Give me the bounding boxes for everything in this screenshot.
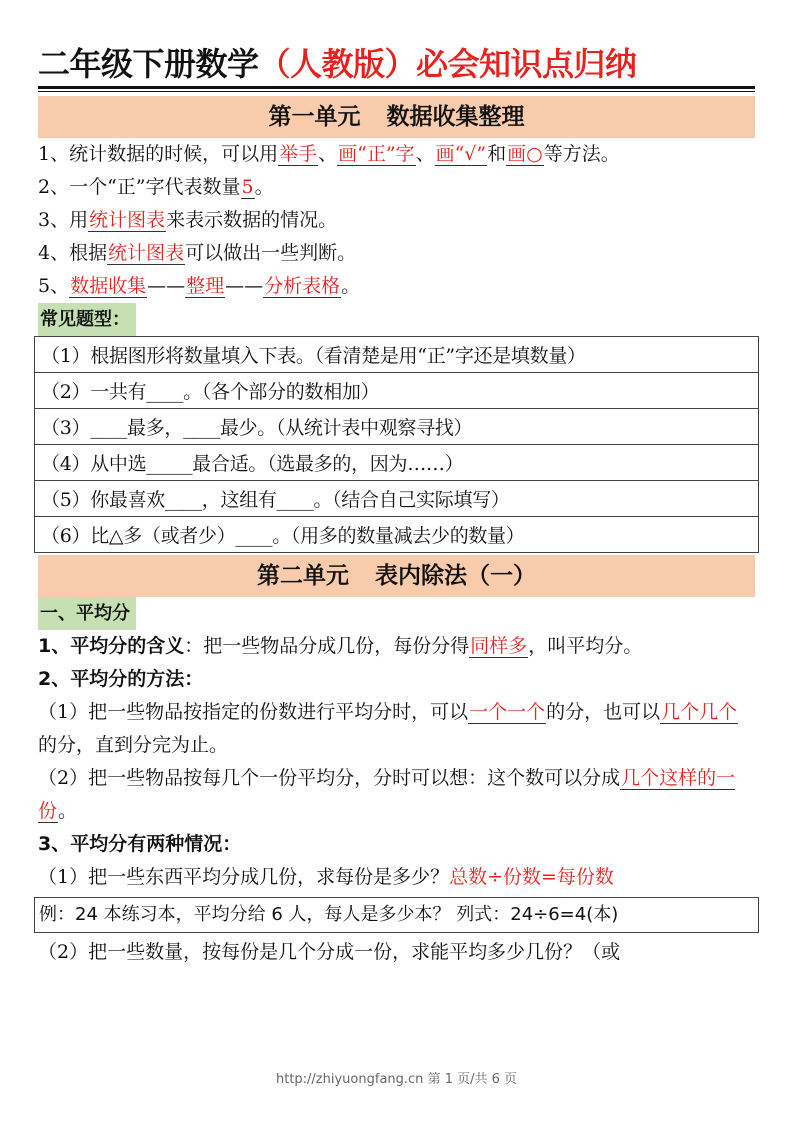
- document-page: [38, 44, 755, 969]
- answer-blank: 统计图表: [89, 209, 166, 231]
- unit1-heading: 第一单元 数据收集整理: [38, 96, 755, 138]
- title-main: 二年级下册数学: [38, 45, 259, 83]
- document-title: [38, 44, 755, 84]
- title-rule-thick: [38, 86, 755, 89]
- answer-blank: 画“正”字: [338, 143, 415, 165]
- answer-blank: 统计图表: [108, 242, 185, 264]
- answer-blank: 5: [241, 176, 254, 198]
- answer-blank: 数据收集: [70, 275, 147, 297]
- answer-blank: 几个这样的一份: [38, 767, 736, 822]
- answer-blank: 举手: [279, 143, 318, 165]
- unit1-point-4: 4、根据统计图表可以做出一些判断。: [38, 242, 357, 264]
- answer-blank: 整理: [186, 275, 225, 297]
- unit2-heading: 第二单元 表内除法（一）: [38, 555, 755, 597]
- footer-page-number: 第 1 页/共 6 页: [427, 1072, 518, 1087]
- unit2-point-2b: （2）把一些物品按每几个一份平均分，分时可以想：这个数可以分成几个这样的一份。: [38, 767, 736, 822]
- unit2-point-3a: （1）把一些东西平均分成几份，求每份是多少？总数÷份数=每份数: [38, 866, 614, 888]
- table-row: （5）你最喜欢____，这组有____。（结合自己实际填写）: [35, 481, 759, 517]
- unit1-point-3: 3、用统计图表来表示数据的情况。: [38, 209, 338, 231]
- page-footer: [0, 1068, 793, 1087]
- answer-blank: 画“√”: [435, 143, 487, 165]
- footer-url: http://zhiyuongfang.cn: [275, 1072, 424, 1087]
- unit1-point-2: 2、一个“正”字代表数量5。: [38, 176, 274, 198]
- question-types-table: [34, 336, 759, 553]
- title-rule-thin: [38, 91, 755, 92]
- table-row: （3）____最多，____最少。（从统计表中观察寻找）: [35, 409, 759, 445]
- title-edition: （人教版）: [258, 45, 417, 83]
- answer-blank: 同样多: [470, 635, 528, 657]
- title-suffix: 必会知识点归纳: [416, 45, 637, 83]
- table-row: （1）根据图形将数量填入下表。（看清楚是用“正”字还是填数量）: [35, 337, 759, 373]
- answer-blank: 一个一个: [469, 701, 546, 723]
- section-tag-average: 一、平均分: [38, 597, 136, 630]
- answer-blank: 画○: [507, 143, 543, 165]
- unit2-point-3b: （2）把一些数量，按每份是几个分成一份，求能平均多少几份？（或: [38, 941, 621, 963]
- formula: 总数÷份数=每份数: [449, 866, 614, 888]
- unit1-point-1: 1、统计数据的时候，可以用举手、画“正”字、画“√”和画○等方法。: [38, 143, 620, 165]
- table-row: （6）比△多（或者少）____。（用多的数量减去少的数量）: [35, 517, 759, 553]
- question-types-tag: 常见题型：: [38, 303, 136, 336]
- unit2-point-3-label: 3、平均分有两种情况：: [38, 833, 242, 855]
- example-box: 例：24 本练习本，平均分给 6 人，每人是多少本？ 列式：24÷6=4(本): [34, 897, 759, 933]
- unit2-point-2a: （1）把一些物品按指定的份数进行平均分时，可以一个一个的分，也可以几个几个的分，直到分完为止。: [38, 701, 738, 756]
- unit2-point-2-label: 2、平均分的方法：: [38, 668, 204, 690]
- unit1-point-5: 5、数据收集——整理——分析表格。: [38, 275, 361, 297]
- table-row: （4）从中选_____最合适。（选最多的，因为……）: [35, 445, 759, 481]
- answer-blank: 几个几个: [661, 701, 738, 723]
- unit2-point-1: 1、平均分的含义：把一些物品分成几份，每份分得同样多，叫平均分。: [38, 635, 643, 657]
- answer-blank: 分析表格: [264, 275, 341, 297]
- table-row: （2）一共有____。（各个部分的数相加）: [35, 373, 759, 409]
